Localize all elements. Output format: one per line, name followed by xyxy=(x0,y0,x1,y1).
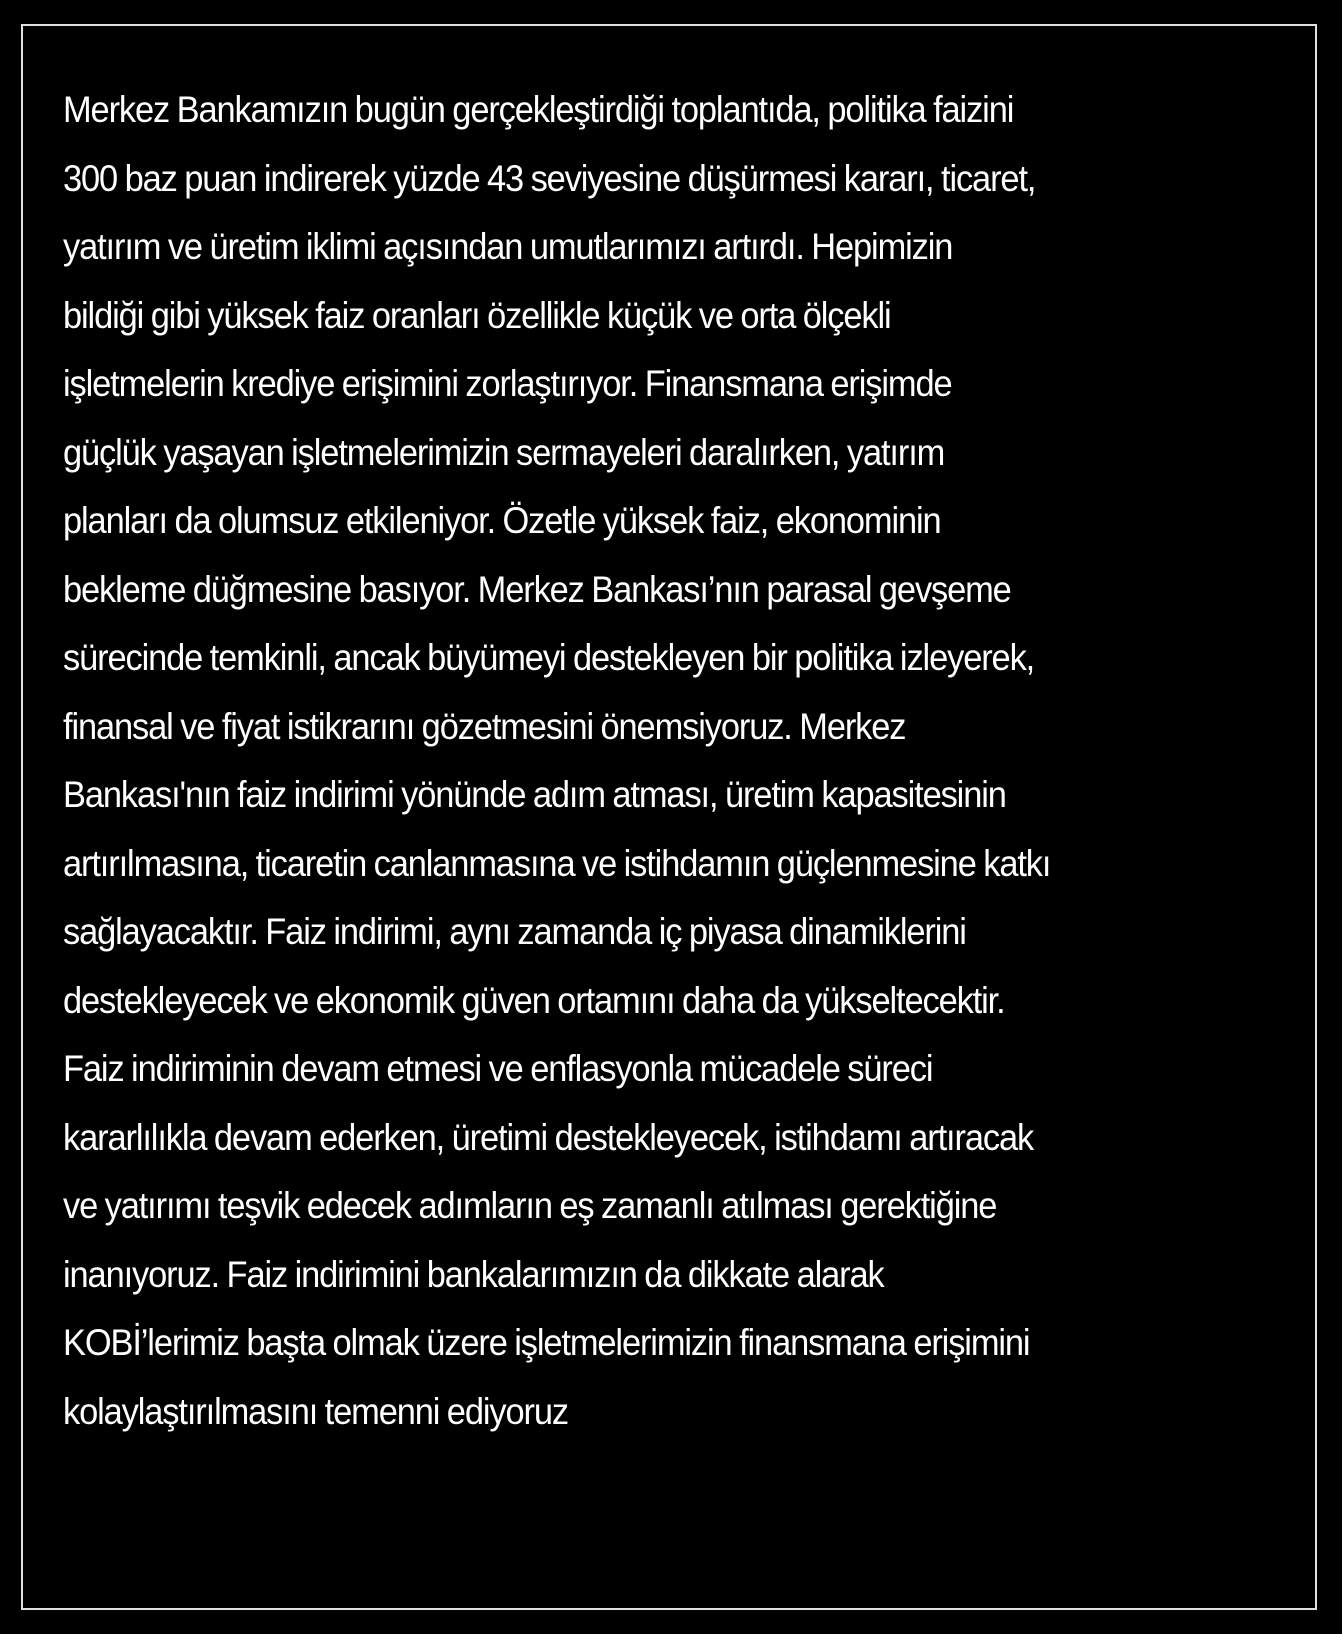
statement-text xyxy=(63,76,1216,1446)
statement-line: 300 baz puan indirerek yüzde 43 seviyesine düşürmesi kararı, ticaret, xyxy=(63,157,1036,199)
statement-line: Faiz indiriminin devam etmesi ve enflasyonla mücadele süreci xyxy=(63,1048,933,1089)
statement-line: finansal ve fiyat istikrarını gözetmesini önemsiyoruz. Merkez xyxy=(63,705,906,747)
statement-line: işletmelerin krediye erişimini zorlaştırıyor. Finansmana erişimde xyxy=(63,363,952,404)
statement-line: destekleyecek ve ekonomik güven ortamını daha da yükseltecektir. xyxy=(63,979,1005,1021)
statement-line: planları da olumsuz etkileniyor. Özetle yüksek faiz, ekonominin xyxy=(63,500,941,541)
statement-line: güçlük yaşayan işletmelerimizin sermayeleri daralırken, yatırım xyxy=(63,431,945,473)
quote-frame xyxy=(21,24,1317,1610)
statement-line: bildiği gibi yüksek faiz oranları özellikle küçük ve orta ölçekli xyxy=(63,294,891,336)
statement-line: artırılmasına, ticaretin canlanmasına ve istihdamın güçlenmesine katkı xyxy=(63,842,1051,884)
statement-line: Merkez Bankamızın bugün gerçekleştirdiği toplantıda, politika faizini xyxy=(63,89,1014,130)
statement-line: inanıyoruz. Faiz indirimini bankalarımızın da dikkate alarak xyxy=(63,1253,884,1295)
statement-line: kolaylaştırılmasını temenni ediyoruz xyxy=(63,1390,568,1432)
statement-line: sürecinde temkinli, ancak büyümeyi destekleyen bir politika izleyerek, xyxy=(63,637,1035,678)
statement-line: kararlılıkla devam ederken, üretimi destekleyecek, istihdamı artıracak xyxy=(63,1116,1034,1158)
statement-line: sağlayacaktır. Faiz indirimi, aynı zamanda iç piyasa dinamiklerini xyxy=(63,911,966,952)
statement-line: ve yatırımı teşvik edecek adımların eş zamanlı atılması gerektiğine xyxy=(63,1185,997,1226)
statement-line: Bankası'nın faiz indirimi yönünde adım atması, üretim kapasitesinin xyxy=(63,774,1006,815)
statement-line: bekleme düğmesine basıyor. Merkez Bankası’nın parasal gevşeme xyxy=(63,568,1011,610)
statement-line: KOBİ’lerimiz başta olmak üzere işletmelerimizin finansmana erişimini xyxy=(63,1322,1030,1363)
statement-line: yatırım ve üretim iklimi açısından umutlarımızı artırdı. Hepimizin xyxy=(63,226,953,267)
